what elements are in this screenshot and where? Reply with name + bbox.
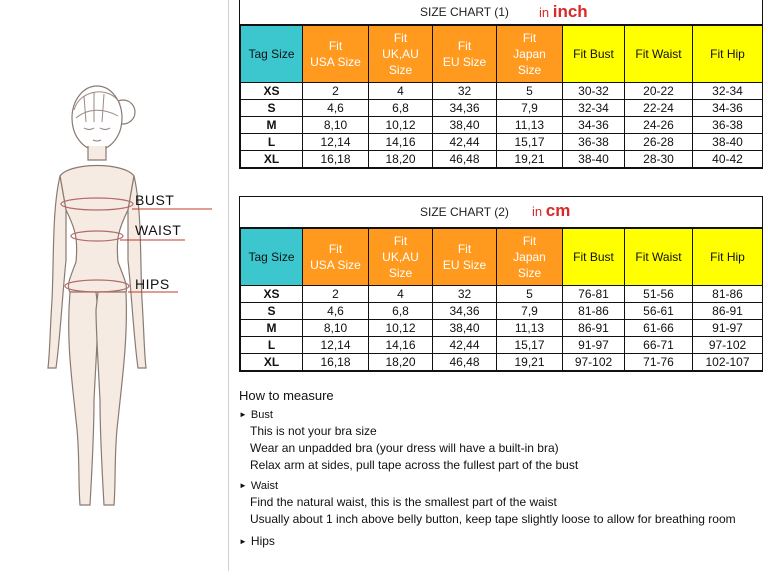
table-cell: 6,8 <box>369 303 433 320</box>
table-cell: 71-76 <box>625 354 693 371</box>
unit-prefix: in <box>539 5 550 20</box>
size-chart-inch-unit <box>539 0 588 25</box>
tag-size-cell: XS <box>241 286 303 303</box>
table-cell: 42,44 <box>433 337 497 354</box>
table-row <box>241 337 763 354</box>
column-header: Tag Size <box>241 26 303 83</box>
hips-section-heading <box>239 534 764 548</box>
bust-section-heading <box>239 409 764 421</box>
column-header: Fit USA Size <box>303 26 369 83</box>
table-cell: 42,44 <box>433 134 497 151</box>
tag-size-cell: L <box>241 337 303 354</box>
how-to-measure-title: How to measure <box>239 388 334 403</box>
table-cell: 34,36 <box>433 100 497 117</box>
bust-heading-label: Bust <box>250 409 273 421</box>
table-cell: 14,16 <box>369 337 433 354</box>
tag-size-cell: XS <box>241 83 303 100</box>
unit-prefix: in <box>532 204 543 219</box>
table-cell: 14,16 <box>369 134 433 151</box>
waist-line: Usually about 1 inch above belly button, keep tape slightly loose to allow for breathing room <box>250 512 736 526</box>
table-row <box>241 354 763 371</box>
table-cell: 4 <box>369 286 433 303</box>
table-cell: 5 <box>497 286 563 303</box>
table-cell: 51-56 <box>625 286 693 303</box>
table-cell: 97-102 <box>563 354 625 371</box>
waist-line: Find the natural waist, this is the smallest part of the waist <box>250 495 557 509</box>
table-cell: 20-22 <box>625 83 693 100</box>
table-cell: 2 <box>303 286 369 303</box>
table-cell: 81-86 <box>563 303 625 320</box>
triangle-bullet-icon: ► <box>239 481 247 490</box>
table-row <box>241 286 763 303</box>
table-cell: 8,10 <box>303 117 369 134</box>
table-cell: 10,12 <box>369 117 433 134</box>
column-header: Fit EU Size <box>433 26 497 83</box>
size-chart-inch-title: SIZE CHART (1) <box>420 5 509 19</box>
table-cell: 46,48 <box>433 354 497 371</box>
column-header: Tag Size <box>241 229 303 286</box>
column-header: Fit UK,AU Size <box>369 26 433 83</box>
table-cell: 11,13 <box>497 117 563 134</box>
table-cell: 91-97 <box>693 320 763 337</box>
table-cell: 34,36 <box>433 303 497 320</box>
table-cell: 15,17 <box>497 134 563 151</box>
woman-silhouette-illustration <box>0 0 225 571</box>
tag-size-cell: XL <box>241 151 303 168</box>
table-cell: 76-81 <box>563 286 625 303</box>
table-cell: 38,40 <box>433 117 497 134</box>
table-row <box>241 100 763 117</box>
table-cell: 38-40 <box>563 151 625 168</box>
table-cell: 8,10 <box>303 320 369 337</box>
table-cell: 6,8 <box>369 100 433 117</box>
size-chart-cm-unit <box>532 199 570 224</box>
table-cell: 61-66 <box>625 320 693 337</box>
column-header: Fit Bust <box>563 26 625 83</box>
table-cell: 10,12 <box>369 320 433 337</box>
table-cell: 34-36 <box>563 117 625 134</box>
table-cell: 26-28 <box>625 134 693 151</box>
table-cell: 34-36 <box>693 100 763 117</box>
table-cell: 97-102 <box>693 337 763 354</box>
triangle-bullet-icon: ► <box>239 410 247 419</box>
table-cell: 32-34 <box>693 83 763 100</box>
size-chart-cm-header <box>240 197 762 228</box>
table-cell: 18,20 <box>369 354 433 371</box>
table-cell: 30-32 <box>563 83 625 100</box>
size-chart-cm-title: SIZE CHART (2) <box>420 205 509 219</box>
table-row <box>241 83 763 100</box>
table-cell: 18,20 <box>369 151 433 168</box>
table-cell: 36-38 <box>693 117 763 134</box>
column-header: Fit Waist <box>625 229 693 286</box>
table-cell: 7,9 <box>497 303 563 320</box>
table-cell: 16,18 <box>303 151 369 168</box>
bust-label: BUST <box>135 192 175 208</box>
column-header: Fit Bust <box>563 229 625 286</box>
column-header: Fit UK,AU Size <box>369 229 433 286</box>
table-row <box>241 303 763 320</box>
body-figure <box>0 0 225 571</box>
waist-label: WAIST <box>135 222 182 238</box>
table-row <box>241 320 763 337</box>
table-cell: 32 <box>433 286 497 303</box>
table-cell: 86-91 <box>693 303 763 320</box>
hips-label: HIPS <box>135 276 170 292</box>
table-cell: 86-91 <box>563 320 625 337</box>
how-to-measure-section <box>239 388 764 550</box>
table-cell: 66-71 <box>625 337 693 354</box>
table-cell: 4,6 <box>303 303 369 320</box>
table-cell: 38-40 <box>693 134 763 151</box>
waist-section-heading <box>239 480 764 492</box>
table-cell: 19,21 <box>497 354 563 371</box>
table-cell: 22-24 <box>625 100 693 117</box>
table-cell: 7,9 <box>497 100 563 117</box>
table-cell: 32-34 <box>563 100 625 117</box>
table-cell: 46,48 <box>433 151 497 168</box>
tag-size-cell: S <box>241 100 303 117</box>
table-cell: 102-107 <box>693 354 763 371</box>
table-cell: 56-61 <box>625 303 693 320</box>
tag-size-cell: L <box>241 134 303 151</box>
table-cell: 91-97 <box>563 337 625 354</box>
column-header: Fit Hip <box>693 229 763 286</box>
tag-size-cell: S <box>241 303 303 320</box>
table-cell: 36-38 <box>563 134 625 151</box>
tag-size-cell: XL <box>241 354 303 371</box>
size-table-cm <box>240 228 763 371</box>
table-cell: 4,6 <box>303 100 369 117</box>
table-cell: 40-42 <box>693 151 763 168</box>
unit-label: cm <box>545 201 571 220</box>
table-cell: 5 <box>497 83 563 100</box>
column-header: Fit USA Size <box>303 229 369 286</box>
table-cell: 32 <box>433 83 497 100</box>
size-table-header-row <box>241 26 763 83</box>
triangle-bullet-icon: ► <box>239 537 247 546</box>
divider-line <box>228 0 229 571</box>
table-cell: 38,40 <box>433 320 497 337</box>
table-cell: 16,18 <box>303 354 369 371</box>
column-header: Fit Japan Size <box>497 26 563 83</box>
column-header: Fit Waist <box>625 26 693 83</box>
table-cell: 24-26 <box>625 117 693 134</box>
table-row <box>241 151 763 168</box>
size-table-inch <box>240 25 763 168</box>
table-cell: 2 <box>303 83 369 100</box>
table-cell: 12,14 <box>303 337 369 354</box>
bust-line: This is not your bra size <box>250 424 377 438</box>
size-chart-inch <box>239 0 763 169</box>
table-cell: 12,14 <box>303 134 369 151</box>
waist-heading-label: Waist <box>250 480 279 492</box>
tag-size-cell: M <box>241 320 303 337</box>
table-cell: 15,17 <box>497 337 563 354</box>
table-row <box>241 117 763 134</box>
table-cell: 19,21 <box>497 151 563 168</box>
size-table-header-row <box>241 229 763 286</box>
bust-line: Wear an unpadded bra (your dress will have a built-in bra) <box>250 441 559 455</box>
column-header: Fit EU Size <box>433 229 497 286</box>
column-header: Fit Hip <box>693 26 763 83</box>
size-chart-inch-header <box>240 0 762 25</box>
table-row <box>241 134 763 151</box>
table-cell: 28-30 <box>625 151 693 168</box>
size-chart-cm <box>239 196 763 372</box>
bust-line: Relax arm at sides, pull tape across the fullest part of the bust <box>250 458 579 472</box>
table-cell: 81-86 <box>693 286 763 303</box>
unit-label: inch <box>552 2 588 21</box>
tag-size-cell: M <box>241 117 303 134</box>
column-header: Fit Japan Size <box>497 229 563 286</box>
hips-heading-label: Hips <box>250 534 275 548</box>
table-cell: 4 <box>369 83 433 100</box>
table-cell: 11,13 <box>497 320 563 337</box>
